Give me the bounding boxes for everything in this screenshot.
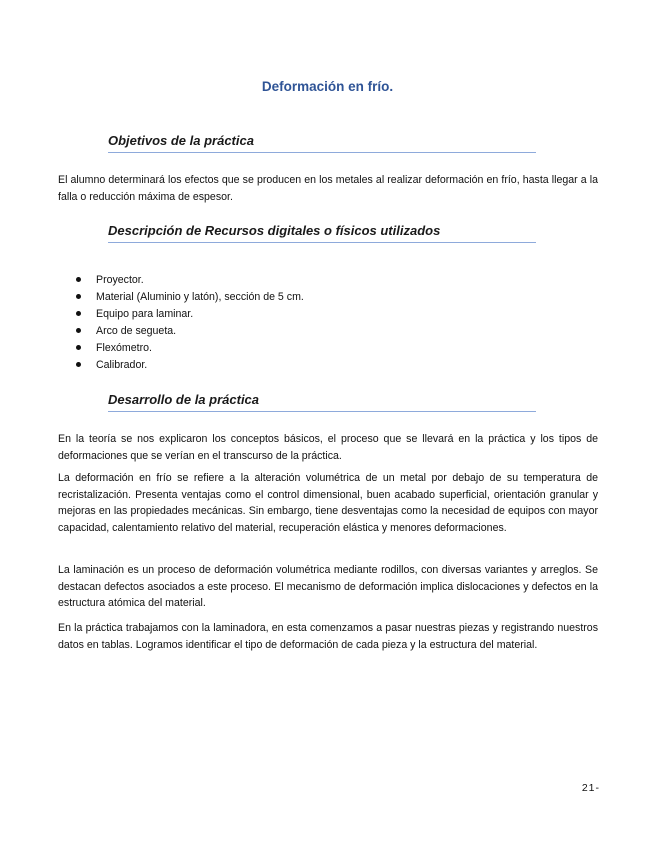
objectives-heading: Objetivos de la práctica [108,133,536,153]
bullet-icon [76,277,81,282]
bullet-icon [76,345,81,350]
list-item: Calibrador. [76,357,304,374]
development-paragraph-1: En la teoría se nos explicaron los conceptos básicos, el proceso que se llevará en la práctica y los tipos de deformaciones que se verían en el transcurso de la práctica. [58,433,598,462]
list-item: Equipo para laminar. [76,306,304,323]
list-item: Proyector. [76,272,304,289]
development-heading: Desarrollo de la práctica [108,392,536,412]
development-paragraph-3: La laminación es un proceso de deformación volumétrica mediante rodillos, con diversas variantes y arreglos. Se destacan defectos asociados a este proceso. El mecanismo de deformación implica dislocaciones y defectos en la estructura atómica del material. [58,564,598,609]
development-paragraph-4: En la práctica trabajamos con la laminadora, en esta comenzamos a pasar nuestras piezas y registrando nuestros datos en tablas. Logramos identificar el tipo de deformación de cada pieza y la estructura del material. [58,622,598,651]
bullet-icon [76,362,81,367]
list-item: Material (Aluminio y latón), sección de 5 cm. [76,289,304,306]
development-paragraph-2: La deformación en frío se refiere a la alteración volumétrica de un metal por debajo de su temperatura de recristalización. Presenta ventajas como el control dimensional, buen acabado superficial, orientación granular y mejoras en las propiedades mecánicas. Sin embargo, tiene desventajas como la necesidad de equipos con mayor capacidad, calentamiento relativo del material, recuperación elástica y menores deformaciones. [58,472,598,534]
resources-heading: Descripción de Recursos digitales o físicos utilizados [108,223,536,243]
objectives-paragraph: El alumno determinará los efectos que se producen en los metales al realizar deformación en frío, hasta llegar a la falla o reducción máxima de espesor. [58,174,598,203]
page-title: Deformación en frío. [261,79,394,94]
list-item: Flexómetro. [76,340,304,357]
bullet-icon [76,294,81,299]
resources-list [76,272,304,374]
list-item: Arco de segueta. [76,323,304,340]
page-number: 21- [581,782,600,794]
bullet-icon [76,328,81,333]
bullet-icon [76,311,81,316]
